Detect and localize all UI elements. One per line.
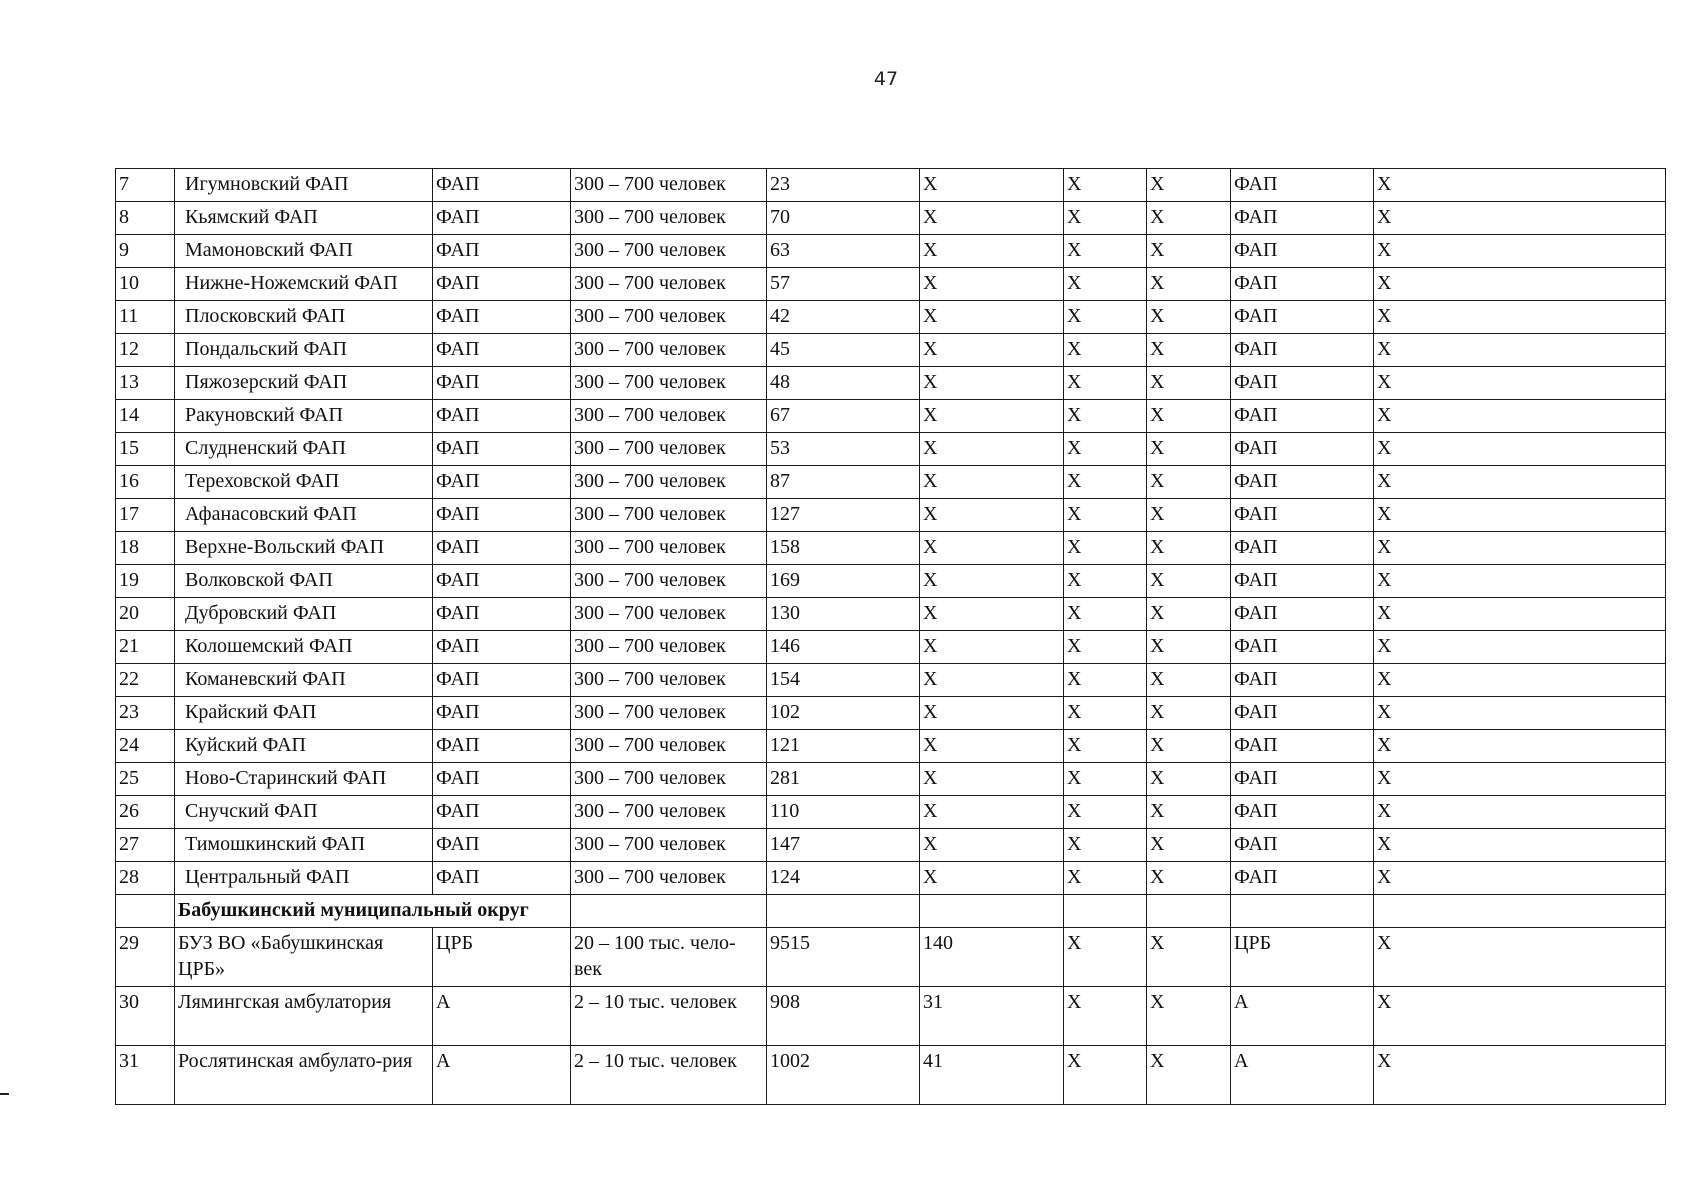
column-8-cell: X	[1147, 862, 1231, 895]
column-9-cell: ФАП	[1231, 532, 1374, 565]
facility-name-cell: Рослятинская амбулато-рия	[175, 1046, 433, 1105]
column-9-cell: ФАП	[1231, 631, 1374, 664]
row-number-cell: 17	[116, 499, 175, 532]
population-range-cell: 300 – 700 человек	[571, 169, 767, 202]
column-9-cell: ФАП	[1231, 433, 1374, 466]
column-8-cell: X	[1147, 301, 1231, 334]
table-row	[116, 697, 1666, 730]
column-8-cell: X	[1147, 235, 1231, 268]
facility-type-cell: ФАП	[433, 499, 571, 532]
column-6-cell: X	[920, 235, 1064, 268]
column-9-cell: ФАП	[1231, 862, 1374, 895]
row-number-cell: 24	[116, 730, 175, 763]
row-number-cell: 25	[116, 763, 175, 796]
table-row	[116, 499, 1666, 532]
table-row	[116, 202, 1666, 235]
column-10-cell: X	[1374, 763, 1666, 796]
facility-name-cell: Пяжозерский ФАП	[175, 367, 433, 400]
column-10-cell: X	[1374, 796, 1666, 829]
empty-cell	[571, 895, 767, 928]
column-9-cell: ФАП	[1231, 169, 1374, 202]
table-row	[116, 928, 1666, 987]
column-6-cell: X	[920, 763, 1064, 796]
column-8-cell: X	[1147, 664, 1231, 697]
facility-type-cell: А	[433, 1046, 571, 1105]
population-cell: 57	[767, 268, 920, 301]
row-number-cell: 14	[116, 400, 175, 433]
page-number: 47	[873, 68, 899, 90]
row-number-cell: 11	[116, 301, 175, 334]
column-10-cell: X	[1374, 433, 1666, 466]
population-range-cell: 300 – 700 человек	[571, 796, 767, 829]
row-number-cell: 15	[116, 433, 175, 466]
column-8-cell: X	[1147, 433, 1231, 466]
population-range-cell: 300 – 700 человек	[571, 631, 767, 664]
column-6-cell: X	[920, 862, 1064, 895]
row-number-cell: 13	[116, 367, 175, 400]
facility-type-cell: ФАП	[433, 631, 571, 664]
row-number-cell: 8	[116, 202, 175, 235]
column-10-cell: X	[1374, 829, 1666, 862]
facility-type-cell: ФАП	[433, 796, 571, 829]
population-cell: 42	[767, 301, 920, 334]
column-8-cell: X	[1147, 367, 1231, 400]
column-9-cell: ФАП	[1231, 829, 1374, 862]
table-row	[116, 598, 1666, 631]
population-range-cell: 300 – 700 человек	[571, 433, 767, 466]
facility-name-cell: Пондальский ФАП	[175, 334, 433, 367]
column-6-cell: X	[920, 301, 1064, 334]
column-7-cell: X	[1064, 1046, 1147, 1105]
population-range-cell: 300 – 700 человек	[571, 763, 767, 796]
population-cell: 9515	[767, 928, 920, 987]
column-8-cell: X	[1147, 268, 1231, 301]
column-7-cell: X	[1064, 499, 1147, 532]
facility-type-cell: ФАП	[433, 862, 571, 895]
column-10-cell: X	[1374, 400, 1666, 433]
population-cell: 908	[767, 987, 920, 1046]
population-range-cell: 300 – 700 человек	[571, 466, 767, 499]
column-8-cell: X	[1147, 829, 1231, 862]
facility-type-cell: ФАП	[433, 664, 571, 697]
column-9-cell: ФАП	[1231, 796, 1374, 829]
column-7-cell: X	[1064, 301, 1147, 334]
facility-name-cell: Ракуновский ФАП	[175, 400, 433, 433]
column-6-cell: X	[920, 730, 1064, 763]
table-row	[116, 334, 1666, 367]
table-row	[116, 235, 1666, 268]
facility-name-cell: Слудненский ФАП	[175, 433, 433, 466]
row-number-cell: 9	[116, 235, 175, 268]
row-number-cell: 30	[116, 987, 175, 1046]
column-8-cell: X	[1147, 928, 1231, 987]
column-9-cell: ФАП	[1231, 763, 1374, 796]
column-10-cell: X	[1374, 1046, 1666, 1105]
column-10-cell: X	[1374, 268, 1666, 301]
column-9-cell: ФАП	[1231, 697, 1374, 730]
population-range-cell: 300 – 700 человек	[571, 664, 767, 697]
facility-type-cell: ФАП	[433, 400, 571, 433]
facility-name-cell: Кьямский ФАП	[175, 202, 433, 235]
column-6-cell: X	[920, 433, 1064, 466]
table-row	[116, 367, 1666, 400]
facility-name-cell: Команевский ФАП	[175, 664, 433, 697]
population-range-cell: 300 – 700 человек	[571, 532, 767, 565]
row-number-cell: 7	[116, 169, 175, 202]
population-cell: 127	[767, 499, 920, 532]
column-10-cell: X	[1374, 631, 1666, 664]
population-range-cell: 300 – 700 человек	[571, 400, 767, 433]
column-7-cell: X	[1064, 928, 1147, 987]
population-cell: 130	[767, 598, 920, 631]
column-6-cell: X	[920, 169, 1064, 202]
column-8-cell: X	[1147, 565, 1231, 598]
column-7-cell: X	[1064, 235, 1147, 268]
column-9-cell: ФАП	[1231, 301, 1374, 334]
facility-type-cell: ФАП	[433, 763, 571, 796]
population-cell: 110	[767, 796, 920, 829]
column-10-cell: X	[1374, 367, 1666, 400]
facility-name-cell: Верхне-Вольский ФАП	[175, 532, 433, 565]
table-row	[116, 796, 1666, 829]
column-7-cell: X	[1064, 466, 1147, 499]
column-7-cell: X	[1064, 862, 1147, 895]
column-6-cell: X	[920, 796, 1064, 829]
facility-type-cell: ФАП	[433, 532, 571, 565]
facility-name-cell: Волковской ФАП	[175, 565, 433, 598]
column-10-cell: X	[1374, 697, 1666, 730]
column-10-cell: X	[1374, 202, 1666, 235]
facility-name-cell: Тимошкинский ФАП	[175, 829, 433, 862]
row-number-cell: 19	[116, 565, 175, 598]
table-row	[116, 862, 1666, 895]
row-number-cell: 28	[116, 862, 175, 895]
row-number-cell: 26	[116, 796, 175, 829]
table-row	[116, 763, 1666, 796]
facility-type-cell: ФАП	[433, 169, 571, 202]
column-7-cell: X	[1064, 730, 1147, 763]
column-9-cell: ФАП	[1231, 367, 1374, 400]
column-9-cell: ФАП	[1231, 565, 1374, 598]
facility-name-cell: Снучский ФАП	[175, 796, 433, 829]
table-row	[116, 829, 1666, 862]
column-6-cell: 41	[920, 1046, 1064, 1105]
column-6-cell: X	[920, 367, 1064, 400]
column-6-cell: 31	[920, 987, 1064, 1046]
column-9-cell: ФАП	[1231, 235, 1374, 268]
table-row	[116, 730, 1666, 763]
column-6-cell: X	[920, 598, 1064, 631]
facility-name-cell: Дубровский ФАП	[175, 598, 433, 631]
row-number-cell: 27	[116, 829, 175, 862]
column-7-cell: X	[1064, 598, 1147, 631]
population-range-cell: 2 – 10 тыс. человек	[571, 987, 767, 1046]
population-range-cell: 300 – 700 человек	[571, 334, 767, 367]
column-7-cell: X	[1064, 829, 1147, 862]
population-cell: 48	[767, 367, 920, 400]
table-row	[116, 631, 1666, 664]
table-row	[116, 664, 1666, 697]
facility-name-cell: Куйский ФАП	[175, 730, 433, 763]
column-10-cell: X	[1374, 334, 1666, 367]
column-7-cell: X	[1064, 268, 1147, 301]
column-6-cell: X	[920, 499, 1064, 532]
facility-name-cell: Лямингская амбулатория	[175, 987, 433, 1046]
section-row	[116, 895, 1666, 928]
population-cell: 67	[767, 400, 920, 433]
column-8-cell: X	[1147, 466, 1231, 499]
empty-cell	[1231, 895, 1374, 928]
column-10-cell: X	[1374, 598, 1666, 631]
facility-type-cell: ФАП	[433, 367, 571, 400]
population-cell: 169	[767, 565, 920, 598]
population-range-cell: 300 – 700 человек	[571, 565, 767, 598]
column-10-cell: X	[1374, 862, 1666, 895]
population-cell: 146	[767, 631, 920, 664]
column-9-cell: ФАП	[1231, 202, 1374, 235]
column-7-cell: X	[1064, 532, 1147, 565]
column-6-cell: X	[920, 565, 1064, 598]
column-8-cell: X	[1147, 763, 1231, 796]
column-6-cell: X	[920, 202, 1064, 235]
column-10-cell: X	[1374, 235, 1666, 268]
column-9-cell: А	[1231, 987, 1374, 1046]
column-9-cell: ФАП	[1231, 268, 1374, 301]
facility-type-cell: ФАП	[433, 565, 571, 598]
column-8-cell: X	[1147, 730, 1231, 763]
table-row	[116, 1046, 1666, 1105]
population-cell: 87	[767, 466, 920, 499]
facility-name-cell: Афанасовский ФАП	[175, 499, 433, 532]
facility-type-cell: ФАП	[433, 202, 571, 235]
facility-type-cell: ФАП	[433, 466, 571, 499]
column-8-cell: X	[1147, 697, 1231, 730]
column-7-cell: X	[1064, 631, 1147, 664]
column-9-cell: ФАП	[1231, 499, 1374, 532]
column-7-cell: X	[1064, 169, 1147, 202]
population-cell: 53	[767, 433, 920, 466]
facility-name-cell: Крайский ФАП	[175, 697, 433, 730]
facility-type-cell: ФАП	[433, 235, 571, 268]
population-cell: 124	[767, 862, 920, 895]
facility-name-cell: Плосковский ФАП	[175, 301, 433, 334]
column-9-cell: А	[1231, 1046, 1374, 1105]
table-row	[116, 400, 1666, 433]
row-number-cell: 29	[116, 928, 175, 987]
column-6-cell: X	[920, 532, 1064, 565]
column-6-cell: 140	[920, 928, 1064, 987]
facility-type-cell: ФАП	[433, 730, 571, 763]
population-range-cell: 20 – 100 тыс. чело-век	[571, 928, 767, 987]
column-8-cell: X	[1147, 631, 1231, 664]
population-range-cell: 300 – 700 человек	[571, 301, 767, 334]
row-number-cell: 10	[116, 268, 175, 301]
column-7-cell: X	[1064, 697, 1147, 730]
facility-name-cell: БУЗ ВО «Бабушкинская ЦРБ»	[175, 928, 433, 987]
column-9-cell: ФАП	[1231, 598, 1374, 631]
column-7-cell: X	[1064, 763, 1147, 796]
column-7-cell: X	[1064, 664, 1147, 697]
table-body	[116, 169, 1666, 1105]
column-8-cell: X	[1147, 202, 1231, 235]
column-9-cell: ЦРБ	[1231, 928, 1374, 987]
table-row	[116, 268, 1666, 301]
table-row	[116, 433, 1666, 466]
table-row	[116, 565, 1666, 598]
facilities-table	[115, 168, 1666, 1105]
row-number-cell: 16	[116, 466, 175, 499]
column-10-cell: X	[1374, 466, 1666, 499]
facility-type-cell: ФАП	[433, 697, 571, 730]
column-7-cell: X	[1064, 334, 1147, 367]
population-cell: 23	[767, 169, 920, 202]
population-range-cell: 300 – 700 человек	[571, 829, 767, 862]
column-8-cell: X	[1147, 499, 1231, 532]
population-cell: 63	[767, 235, 920, 268]
column-7-cell: X	[1064, 433, 1147, 466]
population-range-cell: 300 – 700 человек	[571, 499, 767, 532]
facility-name-cell: Мамоновский ФАП	[175, 235, 433, 268]
column-8-cell: X	[1147, 1046, 1231, 1105]
column-6-cell: X	[920, 664, 1064, 697]
population-range-cell: 300 – 700 человек	[571, 235, 767, 268]
column-7-cell: X	[1064, 565, 1147, 598]
row-number-cell: 18	[116, 532, 175, 565]
table-row	[116, 466, 1666, 499]
facility-name-cell: Тереховской ФАП	[175, 466, 433, 499]
column-9-cell: ФАП	[1231, 730, 1374, 763]
column-7-cell: X	[1064, 367, 1147, 400]
facility-name-cell: Колошемский ФАП	[175, 631, 433, 664]
column-10-cell: X	[1374, 532, 1666, 565]
facility-name-cell: Игумновский ФАП	[175, 169, 433, 202]
population-range-cell: 2 – 10 тыс. человек	[571, 1046, 767, 1105]
column-10-cell: X	[1374, 499, 1666, 532]
facility-type-cell: ФАП	[433, 829, 571, 862]
row-number-cell: 12	[116, 334, 175, 367]
population-cell: 121	[767, 730, 920, 763]
column-6-cell: X	[920, 697, 1064, 730]
facility-type-cell: ФАП	[433, 433, 571, 466]
table-row	[116, 301, 1666, 334]
column-8-cell: X	[1147, 987, 1231, 1046]
population-cell: 154	[767, 664, 920, 697]
population-cell: 158	[767, 532, 920, 565]
column-10-cell: X	[1374, 301, 1666, 334]
column-10-cell: X	[1374, 664, 1666, 697]
empty-cell	[1064, 895, 1147, 928]
column-8-cell: X	[1147, 334, 1231, 367]
empty-cell	[1374, 895, 1666, 928]
column-9-cell: ФАП	[1231, 664, 1374, 697]
column-6-cell: X	[920, 829, 1064, 862]
facility-name-cell: Центральный ФАП	[175, 862, 433, 895]
empty-cell	[1147, 895, 1231, 928]
facility-type-cell: ФАП	[433, 268, 571, 301]
population-range-cell: 300 – 700 человек	[571, 268, 767, 301]
population-cell: 45	[767, 334, 920, 367]
column-10-cell: X	[1374, 565, 1666, 598]
population-range-cell: 300 – 700 человек	[571, 367, 767, 400]
column-10-cell: X	[1374, 987, 1666, 1046]
facility-type-cell: ФАП	[433, 301, 571, 334]
population-cell: 70	[767, 202, 920, 235]
population-cell: 281	[767, 763, 920, 796]
population-range-cell: 300 – 700 человек	[571, 862, 767, 895]
facility-type-cell: А	[433, 987, 571, 1046]
section-title: Бабушкинский муниципальный округ	[175, 895, 571, 928]
facility-type-cell: ФАП	[433, 598, 571, 631]
column-6-cell: X	[920, 400, 1064, 433]
column-8-cell: X	[1147, 532, 1231, 565]
column-9-cell: ФАП	[1231, 466, 1374, 499]
facility-type-cell: ФАП	[433, 334, 571, 367]
population-range-cell: 300 – 700 человек	[571, 697, 767, 730]
table-row	[116, 169, 1666, 202]
column-6-cell: X	[920, 631, 1064, 664]
column-6-cell: X	[920, 334, 1064, 367]
population-cell: 1002	[767, 1046, 920, 1105]
column-9-cell: ФАП	[1231, 400, 1374, 433]
column-7-cell: X	[1064, 987, 1147, 1046]
row-number-cell: 20	[116, 598, 175, 631]
empty-cell	[920, 895, 1064, 928]
table-row	[116, 532, 1666, 565]
margin-mark	[0, 1093, 9, 1095]
population-cell: 147	[767, 829, 920, 862]
column-10-cell: X	[1374, 928, 1666, 987]
row-number-cell: 22	[116, 664, 175, 697]
population-range-cell: 300 – 700 человек	[571, 730, 767, 763]
column-9-cell: ФАП	[1231, 334, 1374, 367]
facility-type-cell: ЦРБ	[433, 928, 571, 987]
population-cell: 102	[767, 697, 920, 730]
column-8-cell: X	[1147, 598, 1231, 631]
column-7-cell: X	[1064, 796, 1147, 829]
column-8-cell: X	[1147, 400, 1231, 433]
population-range-cell: 300 – 700 человек	[571, 202, 767, 235]
population-range-cell: 300 – 700 человек	[571, 598, 767, 631]
empty-cell	[767, 895, 920, 928]
column-6-cell: X	[920, 268, 1064, 301]
column-8-cell: X	[1147, 169, 1231, 202]
column-7-cell: X	[1064, 202, 1147, 235]
column-7-cell: X	[1064, 400, 1147, 433]
column-8-cell: X	[1147, 796, 1231, 829]
table-row	[116, 987, 1666, 1046]
column-6-cell: X	[920, 466, 1064, 499]
column-10-cell: X	[1374, 730, 1666, 763]
empty-cell	[116, 895, 175, 928]
facility-name-cell: Ново-Старинский ФАП	[175, 763, 433, 796]
facility-name-cell: Нижне-Ножемский ФАП	[175, 268, 433, 301]
row-number-cell: 31	[116, 1046, 175, 1105]
row-number-cell: 21	[116, 631, 175, 664]
row-number-cell: 23	[116, 697, 175, 730]
column-10-cell: X	[1374, 169, 1666, 202]
